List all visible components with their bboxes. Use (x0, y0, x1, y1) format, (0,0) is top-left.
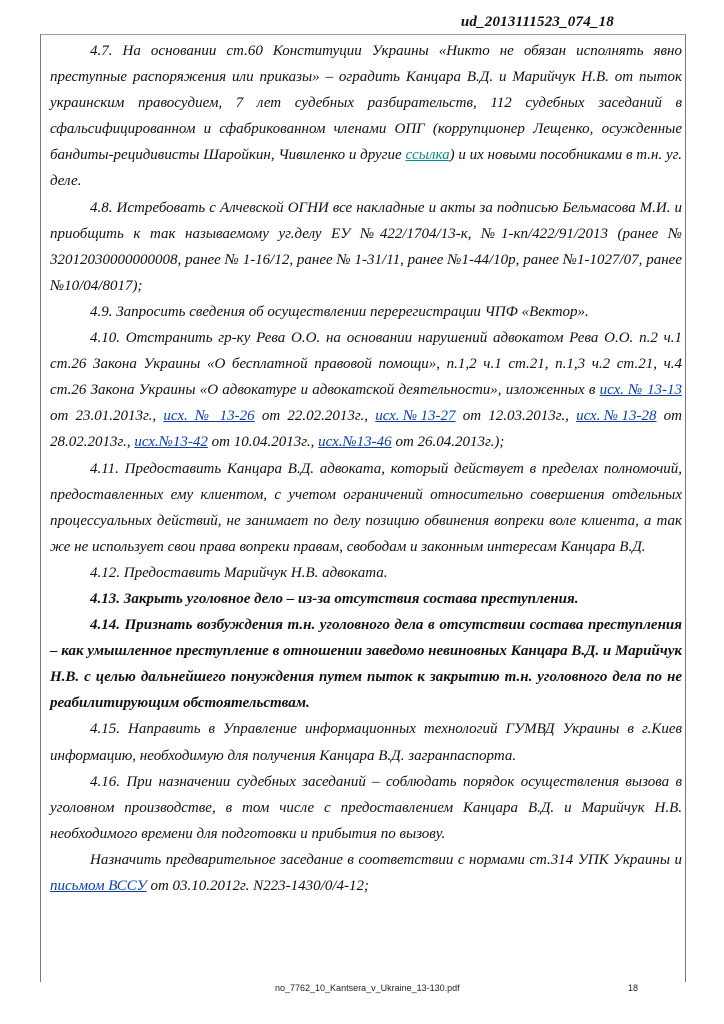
page-number: 18 (628, 983, 639, 993)
header-divider (40, 34, 685, 35)
footer-filename: no_7762_10_Kantsera_v_Ukraine_13-130.pdf (275, 983, 460, 993)
paragraph-text: от 23.01.2013г., (50, 408, 164, 425)
paragraph-4-12: 4.12. Предоставить Марийчук Н.В. адвоката. (90, 564, 388, 581)
left-margin-line (40, 34, 41, 982)
document-id: ud_2013111523_074_18 (460, 14, 614, 30)
paragraph-text: 4.7. На основании ст.60 Конституции Украины «Никто не обязан исполнять явно преступные распоряжения или приказы» – оградить Канцара В.Д. и Марийчук Н.В. от пыток украинским правосудием, 7 лет судебных разбирательств, 112 судебных заседаний в сфальсифицированном и сфабрикованном членами ОПГ (коррупционер Лещенко, осужденные бандиты-рецидивисты Шаройкин, Чивиленко и другие (50, 43, 682, 164)
link-ref-13-27[interactable]: исх.№13-27 (375, 408, 456, 425)
paragraph-text: от 28.02.2013г., (50, 408, 682, 451)
paragraph-4-8: 4.8. Истребовать с Алчевской ОГНИ все накладные и акты за подписью Бельмасова М.И. и приобщить к так называемому уг.делу ЕУ №422/1704/13-к, №1-кп/422/91/2013 (ранее № 32012030000000008, ранее № 1-16/12, ранее № 1-31/11, ранее №1-44/10р, ранее №1-1027/07, ранее №10/04/8017); (50, 199, 682, 294)
paragraph-4-16: 4.16. При назначении судебных заседаний – соблюдать порядок осуществления вызова в уголовном производстве, в том числе с предоставлением Канцара В.Д. и Марийчук Н.В. необходимого времени для подготовки и прибытия по вызову. (50, 773, 682, 842)
paragraph-text: ) и их новыми пособниками в т.н. уг. деле. (50, 147, 683, 190)
paragraph-4-13: 4.13. Закрыть уголовное дело – из-за отсутствия состава преступления. (90, 590, 579, 607)
paragraph-4-9: 4.9. Запросить сведения об осуществлении перерегистрации ЧПФ «Вектор». (90, 303, 589, 320)
paragraph-text: от 12.03.2013г., (455, 408, 577, 425)
paragraph-4-7 (50, 38, 682, 195)
link-ref-13-13[interactable]: исх. № 13-13 (599, 382, 682, 399)
paragraph-4-10 (50, 325, 682, 455)
link-vssu-letter[interactable]: письмом ВССУ (50, 878, 147, 894)
paragraph-text: от 26.04.2013г.); (391, 434, 505, 451)
paragraph-4-14: 4.14. Признать возбуждения т.н. уголовного дела в отсутствии состава преступления – как умышленное преступление в отношении заведомо невиновных Канцара В.Д. и Марийчук Н.В. с целью дальнейшего понуждения путем пыток к закрытию т.н. уголовного дела по не реабилитирующим обстоятельствам. (50, 617, 682, 712)
paragraph-text: от 10.04.2013г., (207, 434, 319, 451)
paragraph-4-11: 4.11. Предоставить Канцара В.Д. адвоката, который действует в пределах полномочий, предоставленных ему клиентом, с учетом ограничений относительно совершения отдельных процессуальных действий, не занимает по делу позицию обвинения вопреки воле клиента, а так же не использует свои права вопреки правам, свободам и законным интересам Канцара В.Д. (50, 460, 682, 555)
link-ssylka[interactable]: ссылка (405, 147, 450, 164)
document-body (50, 38, 682, 899)
right-margin-line (685, 34, 686, 982)
link-ref-13-28[interactable]: исх.№13-28 (576, 408, 657, 425)
paragraph-text: от 22.02.2013г., (254, 408, 376, 425)
paragraph-preliminary-hearing (50, 847, 682, 899)
paragraph-4-15: 4.15. Направить в Управление информационных технологий ГУМВД Украины в г.Киев информацию, необходимую для получения Канцара В.Д. загранпаспорта. (50, 721, 682, 764)
link-ref-13-26[interactable]: исх. № 13-26 (163, 408, 255, 425)
paragraph-text: 4.10. Отстранить гр-ку Рева О.О. на основании нарушений адвокатом Рева О.О. п.2 ч.1 ст.26 Закона Украины «О бесплатной правовой помощи», п.1,2 ч.1 ст.21, п.1,3 ч.2 ст.21, ч.4 ст.26 Закона Украины «О адвокатуре и адвокатской деятельности», изложенных в (50, 330, 682, 399)
link-ref-13-42[interactable]: исх.№13-42 (134, 434, 208, 451)
link-ref-13-46[interactable]: исх.№13-46 (318, 434, 392, 451)
paragraph-text: от 03.10.2012г. N223-1430/0/4-12; (146, 878, 369, 894)
paragraph-text: Назначить предварительное заседание в соответствии с нормами ст.314 УПК Украины и (90, 851, 682, 868)
